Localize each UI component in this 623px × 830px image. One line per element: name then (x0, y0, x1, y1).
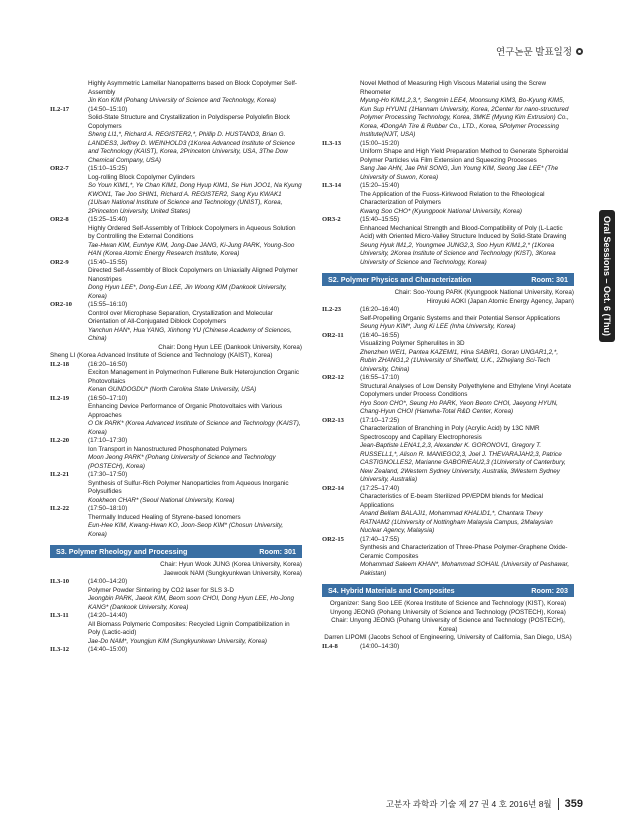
talk-entry (50, 395, 302, 438)
talk-code: OR2-12 (322, 374, 344, 381)
left-column (50, 80, 302, 655)
talk-code: OR2-14 (322, 484, 344, 492)
talk-title: Enhancing Device Performance of Organic Photovoltaics with Various Approaches (88, 403, 283, 419)
talk-code: OR3-2 (322, 216, 341, 223)
talk-title: Log-rolling Block Copolymer Cylinders (88, 173, 195, 181)
circle-icon (576, 48, 583, 55)
talk-title: Ion Transport in Nanostructured Phosphonated Polymers (88, 445, 247, 453)
talk-title: Highly Asymmetric Lamellar Nanopatterns based on Block Copolymer Self-Assembly (88, 80, 297, 96)
talk-time: (15:40–15:55) (360, 216, 400, 223)
talk-entry (322, 485, 574, 536)
talk-title: Characteristics of E-beam Sterilized PP/EPDM blends for Medical Applications (360, 493, 544, 509)
chair-line: Chair: Soo-Young PARK (Kyungpook National University, Korea) (394, 289, 574, 296)
talk-title: Directed Self-Assembly of Block Copolymers on Uniaxially Aligned Polymer Nanostripes (88, 267, 298, 283)
talk-entry (322, 182, 574, 216)
talk-time: (14:00–14:30) (360, 642, 400, 650)
talk-code: IL4-8 (322, 642, 338, 650)
session-name: S2. Polymer Physics and Characterization (328, 275, 472, 284)
talk-code: IL2-21 (50, 471, 70, 478)
talk-entry (50, 437, 302, 471)
talk-entry (50, 165, 302, 216)
journal-info: 고분자 과학과 기술 제 27 권 4 호 2016년 8월 (385, 799, 552, 809)
page-header (496, 44, 583, 58)
page-footer (386, 798, 583, 810)
session-bar (322, 273, 574, 286)
talk-entry (322, 536, 574, 579)
talk-title: Characterization of Branching in Poly (Acrylic Acid) by 13C NMR Spectroscopy and Capillary Electrophoresis (360, 425, 540, 441)
chair-line: Unyong JEONG (Pohang University of Science and Technology (POSTECH), Korea) (330, 608, 566, 616)
talk-time: (17:25–17:40) (360, 484, 400, 492)
talk-title: Enhanced Mechanical Strength and Blood-Compatibility of Poly (L-Lactic Acid) with Oriented Micro-Valley Structure Induced by Solid-State Drawing (360, 224, 567, 240)
talk-code: IL3-13 (322, 139, 342, 147)
talk-authors: So Youn KIM1,*, Ye Chan KIM1, Dong Hyup KIM1, Se Hun JOO1, Na Kyung KWON1, Tae Joo SHIN1, Richard A. REGISTER2, Sang Kyu KWAK1 (1Ulsan National Institute of Science and Technology (UNIST), Korea, 2Princeton University, United States) (88, 182, 302, 215)
talk-code: IL3-11 (50, 612, 69, 619)
talk-title: All Biomass Polymeric Composites: Recycled Lignin Compatibilization in Poly (Lactic-acid) (88, 620, 290, 636)
talk-time: (15:10–15:25) (88, 165, 128, 172)
session-room: Room: 301 (531, 275, 568, 284)
talk-time: (15:00–15:20) (360, 139, 400, 147)
talk-entry (322, 306, 574, 332)
talk-title: Highly Ordered Self-Assembly of Triblock Copolymers in Aqueous Solution by Controlling the External Conditions (88, 224, 296, 240)
chair-line: Chair: Dong Hyun LEE (Dankook University, Korea) (158, 343, 302, 351)
chair-line: Jaewook NAM (Sungkyunkwan University, Korea) (163, 569, 302, 577)
chair-line: Hiroyuki AOKI (Japan Atomic Energy Agency, Japan) (426, 297, 574, 305)
talk-time: (14:20–14:40) (88, 612, 128, 619)
talk-title: Synthesis of Sulfur-Rich Polymer Nanoparticles from Aqueous Inorganic Polysulfides (88, 479, 289, 495)
session-bar (50, 545, 302, 558)
talk-time: (15:55–16:10) (88, 301, 128, 308)
talk-authors: Eun-Hee KIM, Kwang-Hwan KO, Joon-Seop KIM* (Chosun University, Korea) (88, 522, 284, 538)
talk-title: Polymer Powder Sintering by CO2 laser for SLS 3-D (88, 586, 234, 594)
header-title: 연구논문 발표일정 (495, 47, 572, 58)
session-bar (322, 584, 574, 597)
talk-authors: Dong Hyun LEE*, Dong-Eun LEE, Jin Woong KIM (Dankook University, Korea) (88, 284, 287, 300)
talk-title: The Application of the Fuoss-Kirkwood Relation to the Rheological Characterization of Polymers (360, 190, 545, 206)
talk-authors: Jin Kon KIM (Pohang University of Science and Technology, Korea) (88, 97, 276, 104)
talk-title: Exciton Management in Polymer/non Fullerene Bulk Heterojunction Organic Photovoltaics (88, 369, 300, 385)
talk-entry (50, 106, 302, 166)
talk-code: OR2-10 (50, 301, 72, 308)
talk-time: (17:30–17:50) (88, 471, 128, 478)
talk-title: Synthesis and Characterization of Three-Phase Polymer-Graphene Oxide-Ceramic Composites (360, 544, 568, 560)
talk-entry (50, 361, 302, 395)
talk-authors: Moon Jeong PARK* (Pohang University of Science and Technology (POSTECH), Korea) (88, 454, 276, 470)
talk-title: Solid-State Structure and Crystallization in Polydisperse Polyolefin Block Copolymers (88, 114, 290, 130)
talk-code: IL3-12 (50, 646, 70, 653)
talk-code: IL2-18 (50, 360, 70, 368)
talk-title: Uniform Shape and High Yield Preparation Method to Generate Spheroidal Polymer Particles via Film Extension and Squeezing Processes (360, 148, 569, 164)
talk-time: (14:50–15:10) (88, 105, 128, 113)
talk-authors: Sang Jae AHN, Jae Phil SONG, Jun Young KIM, Seong Jae LEE* (The University of Suwon, Korea) (360, 165, 559, 181)
talk-authors: Zhenzhen WEI1, Pantea KAZEMI1, Hina SABIR1, Goran UNGAR1,2,*, Rubin ZHANG1,2 (1University of Sheffield, U.K., 2Zhejiang Sci-Tech University, China) (360, 348, 559, 373)
talk-code: OR2-9 (50, 258, 69, 266)
talk-entry (50, 646, 302, 655)
talk-entry (322, 80, 574, 140)
talk-authors: Sheng LI1,*, Richard A. REGISTER2,*, Phillip D. HUSTAND3, Brian G. LANDES3, Jeffrey D. WEINHOLD3 (1Korea Advanced Institute of Science and Technology (KAIST), Korea, 2Princeton University, USA, 3The Dow Chemical Company, USA) (88, 131, 295, 164)
talk-title: Self-Propelling Organic Systems and their Potential Sensor Applications (360, 314, 561, 322)
talk-entry (50, 259, 302, 302)
right-column (322, 80, 574, 651)
page-number: 359 (558, 798, 583, 810)
talk-code: IL2-22 (50, 505, 70, 512)
talk-authors: Kookheon CHAR* (Seoul National University, Korea) (88, 496, 235, 504)
talk-time: (16:55–17:10) (360, 374, 400, 381)
chair-line: Darren LIPOMI (Jacobs School of Engineering, University of California, San Diego, USA) (324, 634, 572, 641)
talk-code: OR2-8 (50, 216, 69, 223)
talk-code: OR2-13 (322, 416, 344, 424)
talk-title: Novel Method of Measuring High Viscous Material using the Screw Rheometer (360, 80, 547, 96)
talk-code (322, 80, 360, 140)
talk-authors: Jeongbin PARK, Jaeok KIM, Beom soon CHOI, Dong Hyun LEE, Ho-Jong KANG* (Dankook University, Korea) (88, 595, 295, 611)
talk-authors: Tae-Hwan KIM, Eunhye KIM, Jong-Dae JANG, Ki-Jung PARK, Young-Soo HAN (Korea Atomic Energy Research Institute, Korea) (88, 241, 295, 257)
talk-authors: Hyo Soon CHO*, Seung Ho PARK, Yeon Beom CHOI, Jaeyong HYUN, Chang-Hyun CHOI (Hanwha-Total R&D Center, Korea) (360, 399, 558, 415)
talk-code: OR2-15 (322, 535, 344, 543)
talk-entry (322, 216, 574, 267)
talk-code (50, 80, 88, 106)
talk-time: (17:40–17:55) (360, 535, 400, 543)
talk-authors: Jae-Do NAM*, Youngjun KIM (Sungkyunkwan University, Korea) (88, 637, 267, 645)
talk-authors: O Ok PARK* (Korea Advanced Institute of Science and Technology (KAIST), Korea) (88, 420, 301, 436)
talk-authors: Yanchun HAN*, Hua YANG, Xinhong YU (Chinese Academy of Sciences, China) (88, 326, 292, 342)
talk-time: (16:20–16:40) (360, 306, 400, 313)
talk-entry (50, 612, 302, 646)
talk-time: (17:10–17:25) (360, 416, 400, 424)
talk-entry (50, 216, 302, 259)
session-room: Room: 301 (259, 547, 296, 556)
talk-entry (322, 374, 574, 417)
talk-authors: Anand Bellam BALAJI1, Mohammad KHALID1,*, Chantara Thevy RATNAM2 (1University of Nottingham Malaysia Campus, 2Malaysian Nuclear Agency, Malaysia) (360, 510, 553, 534)
talk-authors: Myung-Ho KIM1,2,3,*, Sengmin LEE4, Moonsung KIM3, Bo-Kyung KIM5, Kun Sup HYUN1 (1Hannam University, Korea, 2Center for nano-structured Polymer Processing Technology, Korea, 3MKE (Myung Kim Extrusion) Co., Korea, 4DongAh Tire & Rubber Co., LTD., Korea, 5Polymer Processing Institute(NJIT, USA) (360, 97, 569, 138)
talk-authors: Jean-Baptiste LENA1,2,3, Alexander K. GORONOV1, Gregory T. RUSSELL1,*, Alison R. MANIEGO2,3, Joel J. THEVARAJAH2,3, Patrice CASTIGNOLLES2, Marianne GABORIEAU2,3 (1University of Canterbury, New Zealand, 2Western Sydney University, Australia, 3Western Sydney University, Australia) (360, 442, 566, 483)
talk-entry (50, 301, 302, 344)
talk-entry (322, 332, 574, 375)
talk-code: OR2-11 (322, 331, 344, 339)
talk-time: (16:40–16:55) (360, 331, 400, 339)
talk-time: (16:50–17:10) (88, 394, 128, 402)
session-room: Room: 203 (531, 586, 568, 595)
talk-authors: Seung Hyun KIM*, Jung Ki LEE (Inha University, Korea) (360, 323, 516, 330)
talk-time: (14:00–14:20) (88, 578, 128, 585)
talk-title: Control over Microphase Separation, Crystallization and Molecular Orientation of All-Conjugated Diblock Copolymers (88, 309, 273, 325)
talk-authors: Seung Hyuk IM1,2, Youngmee JUNG2,3, Soo Hyun KIM1,2,* (1Korea University, 2Korea Institute of Science and Technology (KIST), 3Korea University of Science and Technology, Korea) (360, 241, 556, 266)
talk-entry (322, 643, 574, 652)
talk-time: (15:25–15:40) (88, 216, 128, 223)
talk-title: Structural Analyses of Low Density Polyethylene and Ethylene Vinyl Acetate Copolymers under Process Conditions (360, 382, 572, 398)
talk-entry (50, 505, 302, 539)
talk-entry (322, 417, 574, 485)
talk-time: (15:40–15:55) (88, 258, 128, 266)
talk-code: IL2-19 (50, 394, 70, 402)
talk-code: IL3-10 (50, 578, 70, 585)
talk-authors: Kwang Soo CHO* (Kyungpook National University, Korea) (360, 207, 522, 215)
talk-entry (50, 80, 302, 106)
session-name: S4. Hybrid Materials and Composites (328, 586, 455, 595)
talk-time: (16:20–16:50) (88, 360, 128, 368)
talk-entry (322, 140, 574, 183)
talk-code: IL3-14 (322, 182, 342, 189)
talk-time: (15:20–15:40) (360, 182, 400, 189)
talk-entry (50, 578, 302, 612)
talk-time: (17:10–17:30) (88, 437, 128, 444)
chair-line: Sheng LI (Korea Advanced Institute of Science and Technology (KAIST), Korea) (50, 352, 273, 359)
talk-code: OR2-7 (50, 165, 69, 172)
talk-title: Thermally Induced Healing of Styrene-based Ionomers (88, 513, 241, 521)
talk-time: (14:40–15:00) (88, 646, 128, 653)
talk-authors: Kenan GUNDOGDU* (North Carolina State University, USA) (88, 386, 257, 393)
session-name: S3. Polymer Rheology and Processing (56, 547, 188, 556)
chair-line: Chair: Unyong JEONG (Pohang University of Science and Technology (POSTECH), Korea) (331, 617, 565, 633)
talk-entry (50, 471, 302, 505)
talk-title: Visualizing Polymer Spherulites in 3D (360, 340, 465, 347)
chair-line: Chair: Hyun Wook JUNG (Korea University, Korea) (160, 561, 302, 568)
talk-authors: Mohammad Saleem KHAN*, Mohammad SOHAIL (University of Peshawar, Pakistan) (360, 561, 570, 577)
talk-code: IL2-20 (50, 437, 70, 444)
talk-code: IL2-17 (50, 105, 70, 113)
talk-code: IL2-23 (322, 306, 342, 313)
talk-time: (17:50–18:10) (88, 505, 128, 512)
side-tab: Oral Sessions – Oct. 6 (Thu) (599, 210, 615, 342)
chair-line: Organizer: Sang Soo LEE (Korea Institute of Science and Technology (KIST), Korea) (329, 600, 567, 607)
